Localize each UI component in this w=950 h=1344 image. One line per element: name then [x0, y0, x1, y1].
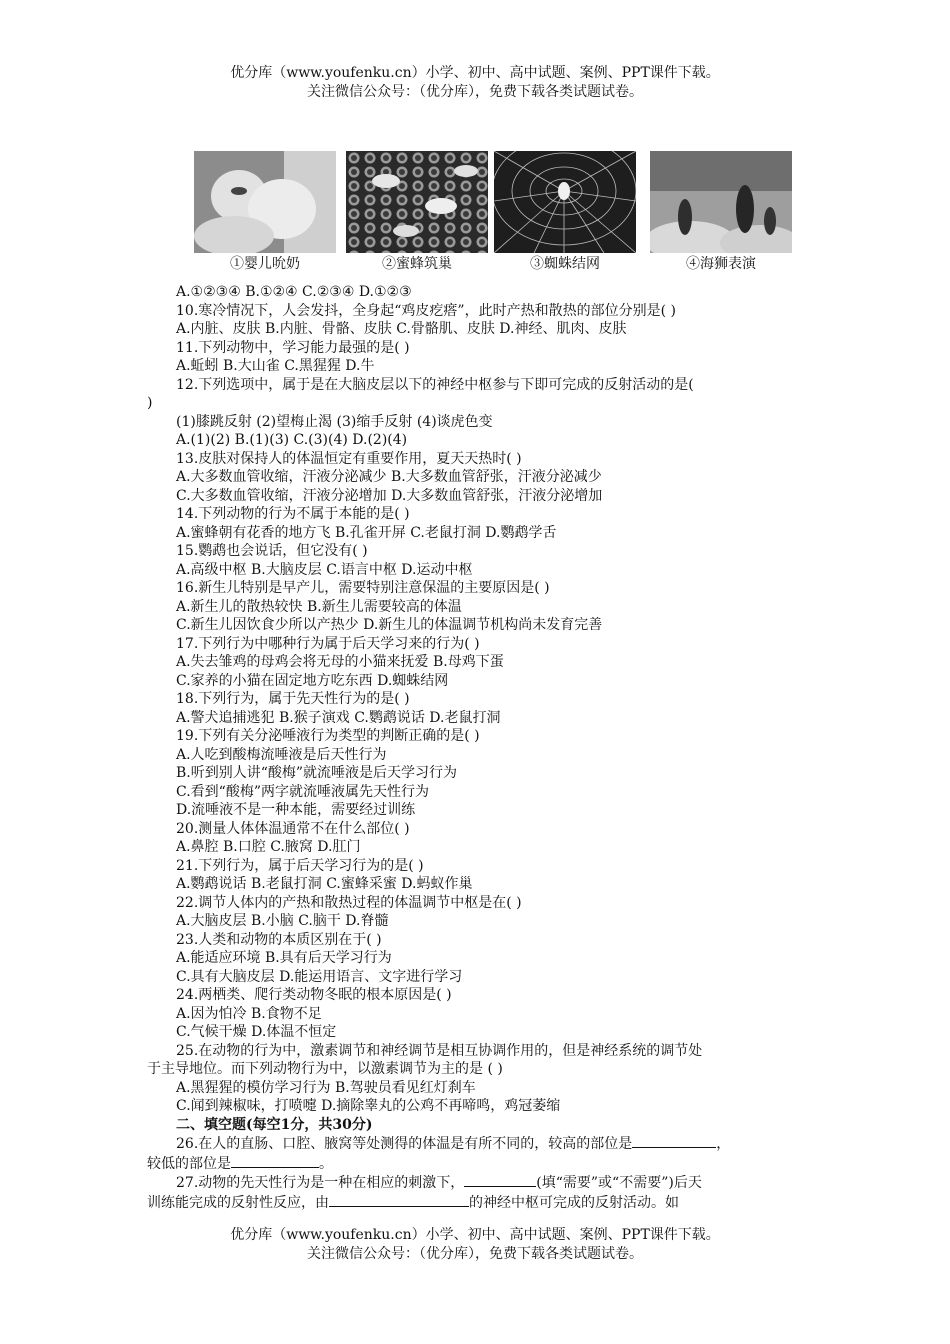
- text-line: C.气候干燥 D.体温不恒定: [176, 1024, 337, 1040]
- text-line: A.失去雏鸡的母鸡会将无母的小猫来抚爱 B.母鸡下蛋: [176, 654, 504, 670]
- photo-caption: ④海狮表演: [686, 256, 756, 272]
- q27-text-c: 训练能完成的反射性反应，由: [147, 1194, 329, 1211]
- text-line: 24.两栖类、爬行类动物冬眠的根本原因是( ): [176, 987, 452, 1003]
- photo-caption: ①婴儿吮奶: [230, 256, 300, 272]
- text-line: 15.鹦鹉也会说话，但它没有( ): [176, 543, 368, 559]
- page-header: [0, 64, 950, 102]
- q27-text-d: 的神经中枢可完成的反射活动。如: [469, 1194, 679, 1211]
- text-line: C.大多数血管收缩，汗液分泌增加 D.大多数血管舒张，汗液分泌增加: [176, 487, 603, 504]
- text-line: A.内脏、皮肤 B.内脏、骨骼、皮肤 C.骨骼肌、皮肤 D.神经、肌肉、皮肤: [176, 321, 627, 337]
- text-line: A.鼻腔 B.口腔 C.腋窝 D.肛门: [176, 839, 361, 855]
- text-line: A.新生儿的散热较快 B.新生儿需要较高的体温: [176, 598, 462, 615]
- text-line: 10.寒冷情况下，人会发抖，全身起“鸡皮疙瘩”，此时产热和散热的部位分别是( ): [176, 302, 676, 319]
- q26-text-c: 较低的部位是: [147, 1155, 231, 1172]
- text-line: A.黑猩猩的模仿学习行为 B.驾驶员看见红灯刹车: [176, 1079, 476, 1096]
- header-line-1: 优分库（www.youfenku.cn）小学、初中、高中试题、案例、PPT课件下载。: [230, 65, 720, 81]
- answer-blank[interactable]: [632, 1134, 716, 1148]
- answer-blank[interactable]: [329, 1193, 469, 1207]
- text-line: A.大多数血管收缩，汗液分泌减少 B.大多数血管舒张，汗液分泌减少: [176, 469, 602, 485]
- behavior-photos: [194, 151, 794, 277]
- answer-blank[interactable]: [464, 1173, 536, 1187]
- text-line: 12.下列选项中，属于是在大脑皮层以下的神经中枢参与下即可完成的反射活动的是(: [176, 376, 694, 393]
- text-line: 16.新生儿特别是早产儿，需要特别注意保温的主要原因是( ): [176, 580, 550, 596]
- text-line: 14.下列动物的行为不属于本能的是( ): [176, 506, 410, 522]
- text-line: ): [147, 395, 153, 411]
- header-line-2: 关注微信公众号：（优分库），免费下载各类试题试卷。: [307, 84, 643, 100]
- photo-caption: ②蜜蜂筑巢: [382, 256, 452, 272]
- text-line: D.流唾液不是一种本能，需要经过训练: [176, 802, 416, 818]
- photo-3: [494, 151, 636, 277]
- text-line: 11.下列动物中，学习能力最强的是( ): [176, 339, 410, 356]
- text-line: C.闻到辣椒味，打喷嚏 D.摘除睾丸的公鸡不再啼鸣，鸡冠萎缩: [176, 1098, 561, 1114]
- text-line: A.鹦鹉说话 B.老鼠打洞 C.蜜蜂采蜜 D.蚂蚁作巢: [176, 876, 473, 892]
- photo-2: [346, 151, 488, 277]
- text-line: B.听到别人讲“酸梅”就流唾液是后天学习行为: [176, 765, 458, 781]
- text-line-q26: [147, 1134, 807, 1154]
- q26-text-b: ，: [716, 1136, 731, 1152]
- text-line: 21.下列行为，属于后天学习行为的是( ): [176, 857, 424, 874]
- text-line: A.能适应环境 B.具有后天学习行为: [176, 950, 392, 966]
- photo-caption: ③蜘蛛结网: [530, 256, 600, 272]
- text-line-q27-cont: [147, 1193, 807, 1213]
- question-text: [147, 283, 807, 1212]
- text-line: 23.人类和动物的本质区别在于( ): [176, 931, 382, 948]
- spider-web-icon: [494, 151, 636, 253]
- text-line: 于主导地位。而下列动物行为中，以激素调节为主的是 ( ): [147, 1061, 503, 1077]
- photo-4: [650, 151, 792, 277]
- text-line: A.高级中枢 B.大脑皮层 C.语言中枢 D.运动中枢: [176, 561, 473, 578]
- text-line: A.蚯蚓 B.大山雀 C.黑猩猩 D.牛: [176, 358, 375, 374]
- text-line: C.具有大脑皮层 D.能运用语言、文字进行学习: [176, 968, 463, 985]
- text-line-q27: [147, 1173, 807, 1193]
- text-line: A.人吃到酸梅流唾液是后天性行为: [176, 746, 387, 763]
- q27-text-a: 27.动物的先天性行为是一种在相应的刺激下，: [176, 1175, 465, 1191]
- footer-line-1: 优分库（www.youfenku.cn）小学、初中、高中试题、案例、PPT课件下载。: [230, 1227, 720, 1243]
- bees-honeycomb-icon: [346, 151, 488, 253]
- baby-nursing-icon: [194, 151, 336, 253]
- text-line: A.蜜蜂朝有花香的地方飞 B.孔雀开屏 C.老鼠打洞 D.鹦鹉学舌: [176, 524, 557, 541]
- text-line: C.新生儿因饮食少所以产热少 D.新生儿的体温调节机构尚未发育完善: [176, 617, 603, 633]
- text-line: 20.测量人体体温通常不在什么部位( ): [176, 820, 410, 837]
- footer-line-2: 关注微信公众号：（优分库），免费下载各类试题试卷。: [307, 1246, 643, 1262]
- text-line: (1)膝跳反射 (2)望梅止渴 (3)缩手反射 (4)谈虎色变: [176, 413, 493, 430]
- text-line: 18.下列行为，属于先天性行为的是( ): [176, 691, 410, 707]
- section-title: 二、填空题(每空1分，共30分): [176, 1116, 373, 1133]
- q26-text-a: 26.在人的直肠、口腔、腋窝等处测得的体温是有所不同的，较高的部位是: [176, 1136, 633, 1152]
- text-line: 22.调节人体内的产热和散热过程的体温调节中枢是在( ): [176, 894, 522, 911]
- text-line-q26-cont: [147, 1154, 807, 1174]
- text-line: 25.在动物的行为中，激素调节和神经调节是相互协调作用的，但是神经系统的调节处: [176, 1042, 703, 1059]
- text-line: A.因为怕冷 B.食物不足: [176, 1005, 322, 1022]
- text-line: 17.下列行为中哪种行为属于后天学习来的行为( ): [176, 635, 480, 652]
- text-line: A.(1)(2) B.(1)(3) C.(3)(4) D.(2)(4): [176, 432, 408, 448]
- text-line: C.看到“酸梅”两字就流唾液属先天性行为: [176, 783, 429, 800]
- q27-text-b: (填“需要”或“不需要”)后天: [536, 1175, 702, 1191]
- text-line: C.家养的小猫在固定地方吃东西 D.蜘蛛结网: [176, 672, 449, 689]
- sea-lions-icon: [650, 151, 792, 253]
- q26-text-d: 。: [319, 1155, 333, 1172]
- text-line: 13.皮肤对保持人的体温恒定有重要作用，夏天天热时( ): [176, 450, 522, 467]
- text-line: A.警犬追捕逃犯 B.猴子演戏 C.鹦鹉说话 D.老鼠打洞: [176, 709, 501, 726]
- text-line: A.大脑皮层 B.小脑 C.脑干 D.脊髓: [176, 913, 389, 929]
- text-line: 19.下列有关分泌唾液行为类型的判断正确的是( ): [176, 728, 480, 744]
- text-line: A.①②③④ B.①②④ C.②③④ D.①②③: [176, 284, 412, 300]
- photo-1: [194, 151, 336, 277]
- page-footer: [0, 1226, 950, 1264]
- answer-blank[interactable]: [231, 1154, 319, 1168]
